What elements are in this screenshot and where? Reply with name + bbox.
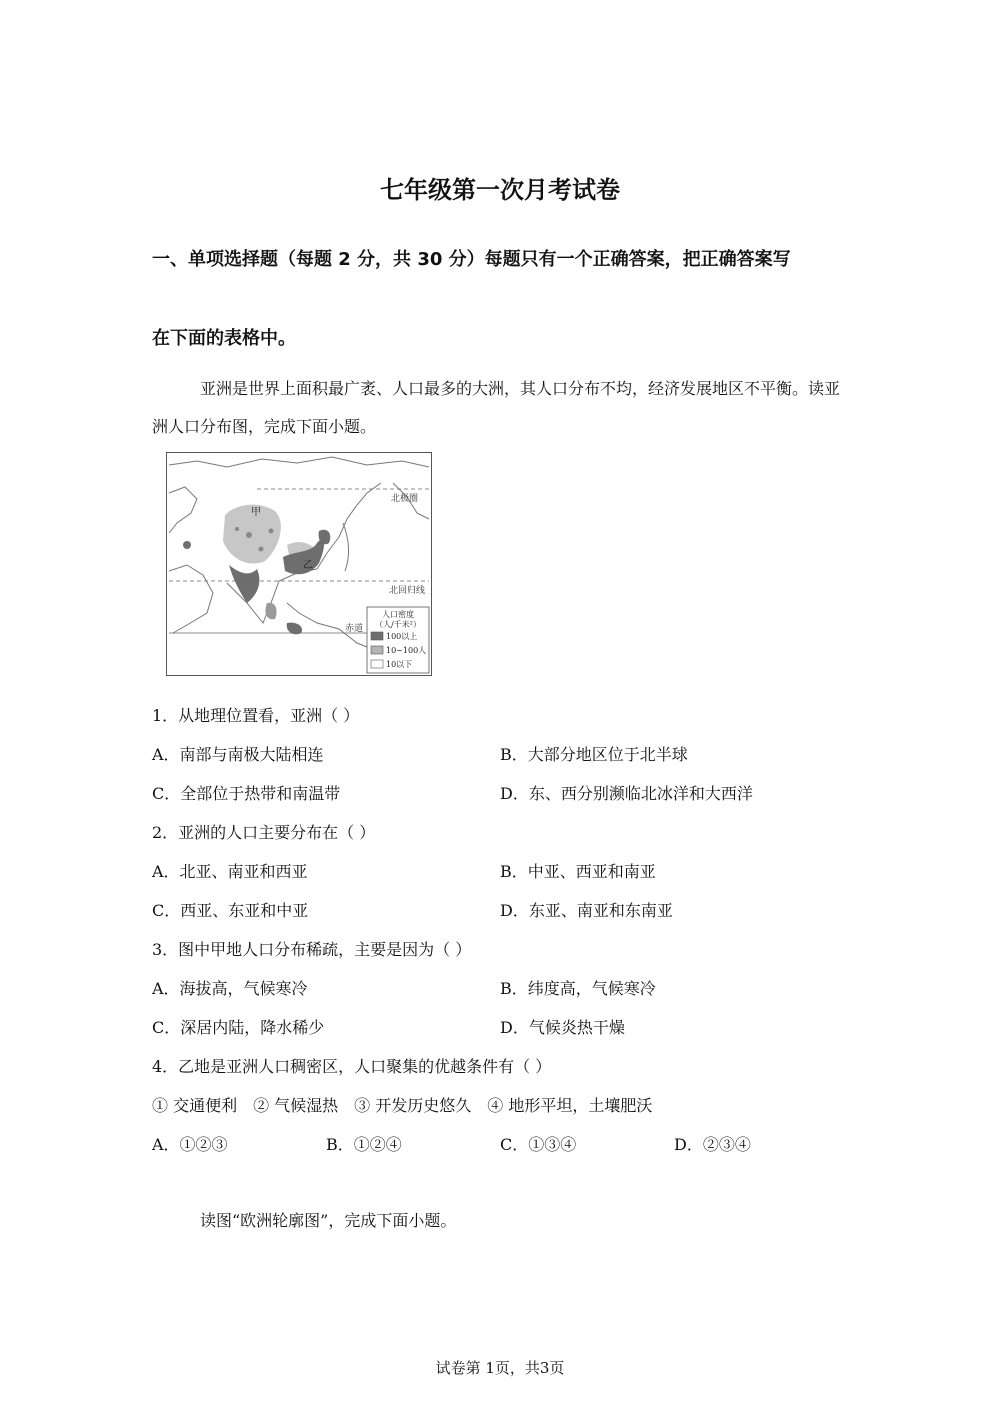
legend-item-mid: 10~100人: [386, 646, 427, 655]
question-1-option-c: C．全部位于热带和南温带: [152, 784, 341, 803]
section-heading-line2: 在下面的表格中。: [152, 328, 296, 349]
question-4-option-b: B．①②④: [326, 1135, 402, 1154]
question-2-option-c: C．西亚、东亚和中亚: [152, 901, 309, 920]
page-footer: 试卷第 1页，共3页: [435, 1359, 565, 1377]
legend-item-high: 100以上: [386, 632, 418, 641]
question-4-option-d: D．②③④: [674, 1135, 751, 1154]
tropic-label: 北回归线: [389, 586, 426, 596]
legend-swatch-low: [371, 660, 383, 668]
legend-title-line2: （人/千米²）: [375, 620, 421, 629]
page-title: 七年级第一次月考试卷: [380, 176, 620, 204]
legend-title-line1: 人口密度: [382, 610, 414, 619]
map-graphic: [167, 453, 431, 675]
question-1-option-d: D．东、西分别濒临北冰洋和大西洋: [500, 784, 753, 803]
legend-swatch-high: [371, 632, 383, 640]
question-2-stem: 2．亚洲的人口主要分布在（ ）: [152, 823, 376, 842]
question-3-option-c: C．深居内陆，降水稀少: [152, 1018, 325, 1037]
question-3-option-d: D．气候炎热干燥: [500, 1018, 625, 1037]
yi-label: 乙: [303, 560, 313, 571]
question-1-stem: 1．从地理位置看，亚洲（ ）: [152, 706, 360, 725]
question-3-option-a: A．海拔高，气候寒冷: [152, 979, 308, 998]
map-legend: [367, 607, 429, 673]
question-4-stem: 4．乙地是亚洲人口稠密区，人口聚集的优越条件有（ ）: [152, 1057, 552, 1076]
question-3-option-b: B．纬度高，气候寒冷: [500, 979, 656, 998]
asia-population-map: [166, 452, 432, 676]
question-4-conditions: ① 交通便利 ② 气候湿热 ③ 开发历史悠久 ④ 地形平坦，土壤肥沃: [152, 1096, 653, 1115]
jia-label: 甲: [251, 507, 261, 518]
question-2-option-d: D．东亚、南亚和东南亚: [500, 901, 673, 920]
question-3-stem: 3．图中甲地人口分布稀疏，主要是因为（ ）: [152, 940, 472, 959]
section-heading-line1: 一、单项选择题（每题 2 分，共 30 分）每题只有一个正确答案，把正确答案写: [152, 249, 791, 270]
intro-paragraph: 亚洲是世界上面积最广袤、人口最多的大洲，其人口分布不均，经济发展地区不平衡。读亚洲人口分布图，完成下面小题。: [152, 379, 841, 436]
question-1-option-b: B．大部分地区位于北半球: [500, 745, 688, 764]
legend-item-low: 10以下: [386, 660, 413, 669]
question-4-option-c: C．①③④: [500, 1135, 577, 1154]
question-4-option-a: A．①②③: [152, 1135, 228, 1154]
question-2-option-b: B．中亚、西亚和南亚: [500, 862, 656, 881]
arctic-circle-label: 北极圈: [391, 494, 419, 504]
question-2-option-a: A．北亚、南亚和西亚: [152, 862, 308, 881]
europe-map-intro: 读图“欧洲轮廓图”，完成下面小题。: [200, 1211, 457, 1230]
equator-label: 赤道: [345, 624, 364, 634]
legend-swatch-mid: [371, 646, 383, 654]
question-1-option-a: A．南部与南极大陆相连: [152, 745, 324, 764]
